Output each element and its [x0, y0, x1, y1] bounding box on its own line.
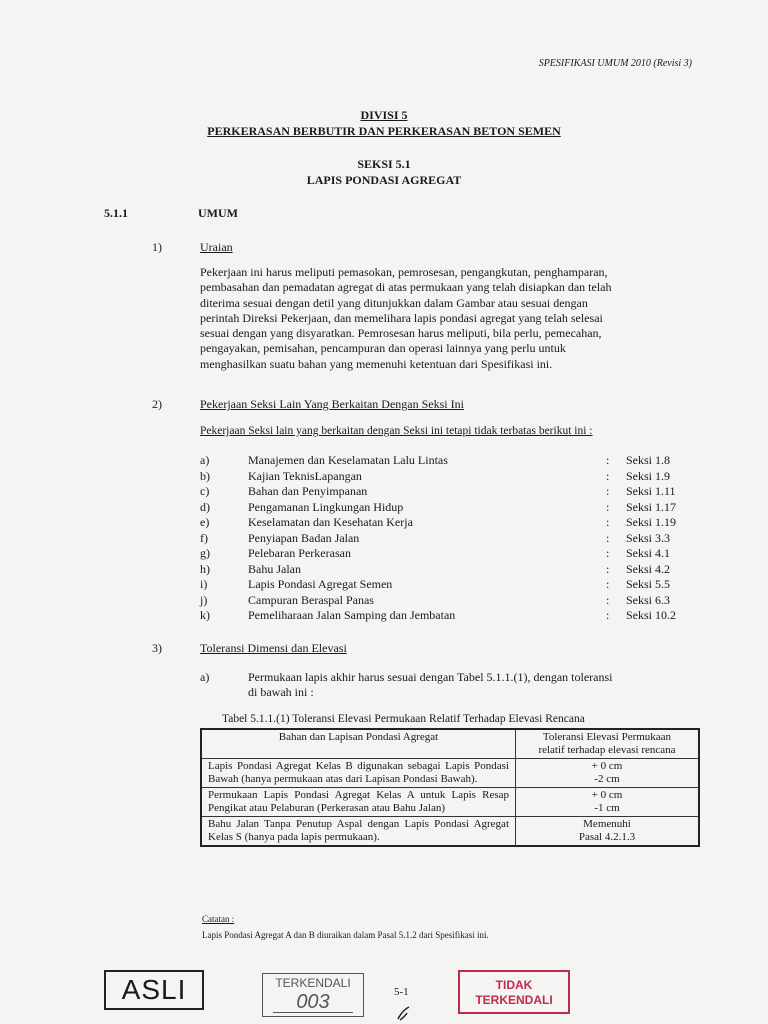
- table-row: [201, 759, 699, 788]
- list-item: [200, 469, 694, 485]
- divisi-title: PERKERASAN BERBUTIR DAN PERKERASAN BETON SEMEN: [207, 124, 561, 138]
- list-ref: Seksi 4.1: [626, 546, 671, 560]
- paragraph-line: pembasahan dan pemadatan agregat di atas permukaan yang telah disiapkan dan telah: [200, 280, 612, 295]
- list-letter: k): [200, 608, 210, 622]
- value-line: -2 cm: [594, 773, 620, 785]
- paragraph-line: diterima sesuai dengan detil yang ditunjukkan dalam Gambar atau sesuai dengan: [200, 295, 588, 310]
- item1-heading: Uraian: [200, 240, 233, 254]
- list-colon: :: [606, 484, 610, 498]
- list-ref: Seksi 1.8: [626, 453, 671, 467]
- note-heading: Catatan :: [202, 914, 235, 924]
- list-colon: :: [606, 468, 610, 483]
- list-text: Campuran Beraspal Panas: [248, 592, 374, 607]
- list-item: [200, 531, 694, 547]
- value-line: + 0 cm: [591, 760, 623, 772]
- terkendali-stamp: [262, 973, 364, 1017]
- list-colon: :: [606, 453, 610, 467]
- paragraph-line: menghasilkan suatu bahan yang memenuhi ketentuan dari Spesifikasi ini.: [200, 356, 553, 371]
- page-number: 5-1: [394, 986, 409, 998]
- divisi-label: DIVISI 5: [360, 108, 408, 122]
- list-text: Manajemen dan Keselamatan Lalu Lintas: [248, 453, 448, 467]
- section-title: UMUM: [198, 206, 238, 220]
- list-text: Pemeliharaan Jalan Samping dan Jembatan: [248, 608, 456, 622]
- table-caption: Tabel 5.1.1.(1) Toleransi Elevasi Permukaan Relatif Terhadap Elevasi Rencana: [222, 713, 585, 725]
- list-letter: e): [200, 515, 210, 529]
- list-letter: j): [200, 592, 208, 607]
- list-text: Pelebaran Perkerasan: [248, 546, 351, 560]
- signature-scribble-icon: [395, 1004, 413, 1022]
- note-text: Lapis Pondasi Agregat A dan B diuraikan dalam Pasal 5.1.2 dari Spesifikasi ini.: [202, 930, 489, 940]
- terkendali-label: TERKENDALI: [275, 976, 351, 990]
- list-ref: Seksi 5.5: [626, 577, 671, 591]
- list-item: [200, 593, 694, 609]
- list-letter: h): [200, 561, 210, 576]
- value-line: + 0 cm: [591, 789, 623, 801]
- paragraph-line: Pekerjaan ini harus meliputi pemasokan, pemrosesan, pengangkutan, penghamparan,: [200, 265, 608, 279]
- item3-heading: Toleransi Dimensi dan Elevasi: [200, 641, 347, 655]
- tolerance-table: [200, 728, 700, 847]
- table-header-cell: [516, 729, 700, 759]
- table-cell: [516, 817, 700, 847]
- list-text: Pengamanan Lingkungan Hidup: [248, 499, 404, 514]
- list-letter: i): [200, 577, 208, 591]
- seksi-label: SEKSI 5.1: [357, 157, 411, 171]
- list-colon: :: [606, 515, 610, 529]
- list-letter: b): [200, 468, 210, 483]
- list-colon: :: [606, 561, 610, 576]
- paragraph-line: perintah Direksi Pekerjaan, dan memelihara lapis pondasi agregat yang telah selesai: [200, 310, 603, 325]
- list-item: [200, 453, 694, 469]
- list-colon: :: [606, 499, 610, 514]
- paragraph-line: sesuai dengan yang disyaratkan. Pemrosesan harus meliputi, bila perlu, pemecahan,: [200, 326, 602, 341]
- list-item: [200, 515, 694, 531]
- table-cell: [516, 788, 700, 817]
- item3-sub-letter: a): [200, 670, 210, 684]
- list-item: [200, 608, 694, 624]
- table-cell: Bahu Jalan Tanpa Penutup Aspal dengan Lapis Pondasi Agregat Kelas S (hanya pada lapis permukaan).: [201, 817, 516, 847]
- item3-sub-line2: di bawah ini :: [248, 685, 314, 699]
- item1-paragraph: [200, 265, 694, 372]
- list-item: [200, 484, 694, 500]
- list-colon: :: [606, 546, 610, 560]
- list-colon: :: [606, 577, 610, 591]
- list-letter: g): [200, 546, 210, 560]
- list-text: Penyiapan Badan Jalan: [248, 530, 360, 545]
- table-header-row: [201, 729, 699, 759]
- list-letter: f): [200, 530, 208, 545]
- list-item: [200, 500, 694, 516]
- item3-sub-line1: Permukaan lapis akhir harus sesuai dengan Tabel 5.1.1.(1), dengan toleransi: [248, 670, 613, 684]
- tidak-line2: TERKENDALI: [475, 993, 553, 1007]
- list-item: [200, 546, 694, 562]
- list-item: [200, 577, 694, 593]
- list-ref: Seksi 4.2: [626, 561, 671, 576]
- list-ref: Seksi 3.3: [626, 530, 671, 545]
- item2-subheading: Pekerjaan Seksi lain yang berkaitan dengan Seksi ini tetapi tidak terbatas berikut ini :: [200, 425, 593, 437]
- list-ref: Seksi 1.17: [626, 499, 677, 514]
- list-text: Keselamatan dan Kesehatan Kerja: [248, 515, 413, 529]
- terkendali-number: 003: [273, 992, 353, 1013]
- list-ref: Seksi 1.19: [626, 515, 677, 529]
- table-cell: [516, 759, 700, 788]
- list-text: Lapis Pondasi Agregat Semen: [248, 577, 393, 591]
- value-line: Pasal 4.2.1.3: [578, 831, 636, 843]
- seksi-title: LAPIS PONDASI AGREGAT: [306, 173, 462, 187]
- value-line: -1 cm: [594, 802, 620, 814]
- paragraph-line: pengayakan, pemisahan, pencampuran dan operasi lainnya yang perlu untuk: [200, 341, 566, 356]
- running-header: SPESIFIKASI UMUM 2010 (Revisi 3): [538, 58, 692, 69]
- list-colon: :: [606, 608, 610, 622]
- header-line: relatif terhadap elevasi rencana: [538, 744, 676, 756]
- list-ref: Seksi 1.11: [626, 484, 676, 498]
- list-letter: a): [200, 453, 210, 467]
- tidak-line1: TIDAK: [495, 978, 533, 992]
- list-item: [200, 562, 694, 578]
- list-text: Bahan dan Penyimpanan: [248, 484, 368, 498]
- table-cell: Lapis Pondasi Agregat Kelas B digunakan sebagai Lapis Pondasi Bawah (hanya permukaan atas dari Lapisan Pondasi Bawah).: [201, 759, 516, 788]
- list-text: Kajian TeknisLapangan: [248, 468, 362, 483]
- item1-number: 1): [152, 240, 162, 254]
- table-cell: Permukaan Lapis Pondasi Agregat Kelas A untuk Lapis Resap Pengikat atau Pelaburan (Perkerasan atau Bahu Jalan): [201, 788, 516, 817]
- list-colon: :: [606, 530, 610, 545]
- list-text: Bahu Jalan: [248, 561, 301, 576]
- asli-stamp: ASLI: [104, 970, 204, 1010]
- item2-heading: Pekerjaan Seksi Lain Yang Berkaitan Dengan Seksi Ini: [200, 397, 464, 411]
- list-ref: Seksi 1.9: [626, 468, 671, 483]
- table-row: [201, 817, 699, 847]
- list-colon: :: [606, 592, 610, 607]
- list-letter: c): [200, 484, 210, 498]
- value-line: Memenuhi: [583, 818, 631, 830]
- list-ref: Seksi 10.2: [626, 608, 677, 622]
- tidak-terkendali-stamp: [458, 970, 570, 1014]
- item2-number: 2): [152, 397, 162, 411]
- header-line: Toleransi Elevasi Permukaan: [542, 731, 672, 743]
- table-row: [201, 788, 699, 817]
- list-ref: Seksi 6.3: [626, 592, 671, 607]
- list-letter: d): [200, 499, 210, 514]
- item3-number: 3): [152, 641, 162, 655]
- table-header-cell: Bahan dan Lapisan Pondasi Agregat: [201, 729, 516, 759]
- section-number: 5.1.1: [104, 206, 128, 220]
